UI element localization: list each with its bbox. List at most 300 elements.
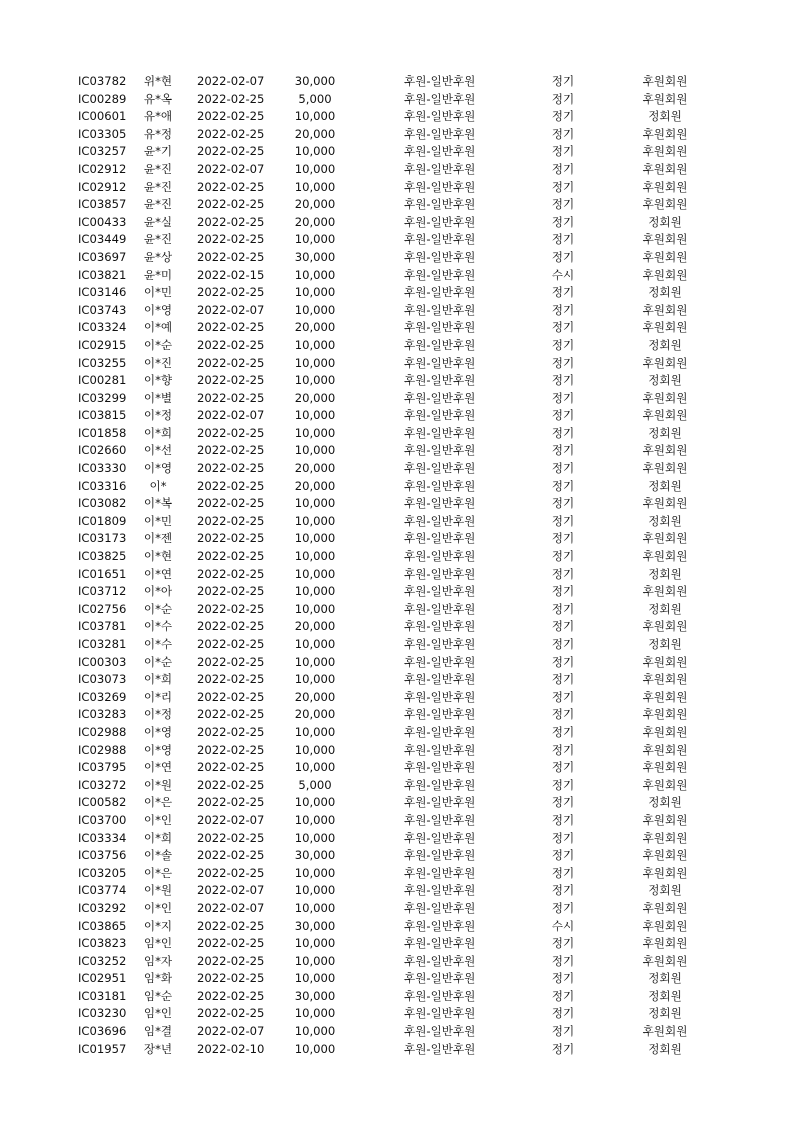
member-type: 후원회원 — [642, 197, 688, 212]
member-type: 정회원 — [648, 637, 682, 651]
donation-date: 2022-02-25 — [197, 637, 265, 651]
donor-id: IC03825 — [78, 549, 127, 564]
donation-amount: 20,000 — [294, 619, 336, 634]
member-type: 후원회원 — [642, 742, 688, 757]
member-type: 후원회원 — [642, 707, 688, 722]
member-type: 후원회원 — [642, 74, 688, 88]
donation-type: 후원-일반후원 — [404, 337, 476, 352]
member-type: 후원회원 — [642, 320, 688, 335]
donation-amount: 10,000 — [294, 425, 336, 440]
donation-amount: 10,000 — [294, 302, 336, 317]
donation-date: 2022-02-25 — [197, 707, 265, 722]
donation-amount: 10,000 — [294, 179, 336, 194]
member-type: 후원회원 — [642, 760, 688, 775]
donation-date: 2022-02-25 — [197, 795, 265, 810]
donation-date: 2022-02-25 — [197, 179, 265, 194]
donor-name: 이*아 — [143, 584, 173, 599]
donation-type: 후원-일반후원 — [404, 707, 476, 722]
donation-amount: 5,000 — [298, 91, 332, 106]
table-row — [0, 460, 810, 478]
donation-amount: 10,000 — [294, 513, 336, 528]
donation-amount: 10,000 — [294, 232, 336, 247]
donation-amount: 10,000 — [294, 531, 336, 546]
member-type: 정회원 — [648, 109, 682, 124]
donation-date: 2022-02-25 — [197, 355, 265, 370]
donation-cycle: 정기 — [551, 672, 575, 687]
table-row — [0, 267, 810, 285]
donation-amount: 10,000 — [294, 584, 336, 599]
donation-type: 후원-일반후원 — [404, 900, 476, 915]
donor-id: IC00281 — [78, 373, 127, 388]
member-type: 정회원 — [648, 337, 682, 352]
table-row — [0, 337, 810, 355]
donor-name: 이*순 — [143, 654, 173, 669]
donation-date: 2022-02-15 — [197, 267, 265, 282]
donor-id: IC03815 — [78, 408, 127, 423]
table-row — [0, 970, 810, 988]
donation-cycle: 정기 — [551, 760, 575, 775]
donor-name: 이*연 — [143, 566, 173, 581]
member-type: 후원회원 — [642, 126, 688, 141]
donation-type: 후원-일반후원 — [404, 672, 476, 687]
donor-name: 이*인 — [143, 900, 173, 915]
donor-id: IC02951 — [78, 971, 127, 986]
donor-name: 이*향 — [143, 373, 173, 388]
donation-amount: 20,000 — [294, 320, 336, 335]
donation-cycle: 정기 — [551, 425, 575, 440]
table-row — [0, 654, 810, 672]
donor-id: IC03230 — [78, 1006, 127, 1021]
donor-name: 이*선 — [143, 443, 173, 458]
donation-amount: 10,000 — [294, 144, 336, 159]
donation-cycle: 정기 — [551, 601, 575, 616]
donation-type: 후원-일반후원 — [404, 689, 476, 704]
donation-date: 2022-02-25 — [197, 513, 265, 528]
member-type: 후원회원 — [642, 689, 688, 704]
donation-date: 2022-02-07 — [197, 1024, 265, 1039]
donor-table — [0, 73, 810, 1058]
donation-amount: 20,000 — [294, 689, 336, 704]
donation-cycle: 정기 — [551, 249, 575, 264]
member-type: 후원회원 — [642, 302, 688, 317]
donation-type: 후원-일반후원 — [404, 971, 476, 986]
donor-name: 이*정 — [143, 707, 173, 722]
table-row — [0, 636, 810, 654]
donation-type: 후원-일반후원 — [404, 830, 476, 845]
table-row — [0, 355, 810, 373]
donor-id: IC03330 — [78, 461, 127, 476]
table-row — [0, 794, 810, 812]
table-row — [0, 478, 810, 496]
table-row — [0, 918, 810, 936]
donor-name: 이*수 — [143, 619, 173, 634]
member-type: 후원회원 — [642, 267, 688, 282]
donor-id: IC03865 — [78, 918, 127, 933]
donation-date: 2022-02-25 — [197, 936, 265, 951]
donation-date: 2022-02-25 — [197, 91, 265, 106]
donation-cycle: 정기 — [551, 126, 575, 141]
member-type: 후원회원 — [642, 865, 688, 880]
donor-name: 임*순 — [143, 988, 173, 1003]
donation-amount: 10,000 — [294, 566, 336, 581]
donation-type: 후원-일반후원 — [404, 267, 476, 282]
donation-type: 후원-일반후원 — [404, 214, 476, 229]
table-row — [0, 742, 810, 760]
table-row — [0, 566, 810, 584]
donation-type: 후원-일반후원 — [404, 74, 476, 88]
table-row — [0, 495, 810, 513]
donation-type: 후원-일반후원 — [404, 848, 476, 863]
member-type: 후원회원 — [642, 355, 688, 370]
donation-type: 후원-일반후원 — [404, 443, 476, 458]
table-row — [0, 548, 810, 566]
donation-amount: 20,000 — [294, 197, 336, 212]
donation-date: 2022-02-25 — [197, 971, 265, 986]
donation-amount: 10,000 — [294, 953, 336, 968]
donation-date: 2022-02-25 — [197, 654, 265, 669]
donation-date: 2022-02-25 — [197, 531, 265, 546]
donor-id: IC03774 — [78, 883, 127, 898]
donor-name: 위*현 — [143, 74, 173, 88]
donation-type: 후원-일반후원 — [404, 566, 476, 581]
donation-date: 2022-02-07 — [197, 302, 265, 317]
member-type: 후원회원 — [642, 953, 688, 968]
table-row — [0, 671, 810, 689]
member-type: 후원회원 — [642, 619, 688, 634]
member-type: 후원회원 — [642, 936, 688, 951]
donation-cycle: 수시 — [551, 918, 575, 933]
donation-amount: 10,000 — [294, 109, 336, 124]
member-type: 후원회원 — [642, 672, 688, 687]
donation-type: 후원-일반후원 — [404, 795, 476, 810]
member-type: 정회원 — [648, 214, 682, 229]
donation-date: 2022-02-25 — [197, 461, 265, 476]
donor-id: IC03281 — [78, 637, 127, 651]
donation-type: 후원-일반후원 — [404, 654, 476, 669]
donation-type: 후원-일반후원 — [404, 109, 476, 124]
donation-amount: 10,000 — [294, 443, 336, 458]
donation-date: 2022-02-25 — [197, 232, 265, 247]
donation-amount: 10,000 — [294, 742, 336, 757]
table-row — [0, 442, 810, 460]
donor-name: 유*옥 — [143, 91, 173, 106]
donation-amount: 20,000 — [294, 390, 336, 405]
donation-cycle: 정기 — [551, 742, 575, 757]
donation-amount: 10,000 — [294, 1041, 336, 1056]
donation-type: 후원-일반후원 — [404, 584, 476, 599]
donation-amount: 10,000 — [294, 936, 336, 951]
table-row — [0, 302, 810, 320]
donor-name: 윤*진 — [143, 232, 173, 247]
donation-type: 후원-일반후원 — [404, 373, 476, 388]
donation-amount: 10,000 — [294, 549, 336, 564]
donor-name: 임*화 — [143, 971, 173, 986]
donor-name: 윤*진 — [143, 179, 173, 194]
member-type: 정회원 — [648, 478, 682, 493]
donor-id: IC02915 — [78, 337, 127, 352]
donation-type: 후원-일반후원 — [404, 408, 476, 423]
donor-id: IC03305 — [78, 126, 127, 141]
donation-cycle: 정기 — [551, 900, 575, 915]
donation-cycle: 정기 — [551, 830, 575, 845]
donor-id: IC01957 — [78, 1041, 127, 1056]
table-row — [0, 618, 810, 636]
donation-date: 2022-02-25 — [197, 249, 265, 264]
member-type: 정회원 — [648, 883, 682, 898]
donation-cycle: 정기 — [551, 408, 575, 423]
member-type: 후원회원 — [642, 91, 688, 106]
donor-name: 이*진 — [143, 355, 173, 370]
donor-name: 이*정 — [143, 408, 173, 423]
donation-date: 2022-02-25 — [197, 742, 265, 757]
donor-id: IC03299 — [78, 390, 127, 405]
table-row — [0, 513, 810, 531]
donor-name: 이*별 — [143, 390, 173, 405]
member-type: 정회원 — [648, 285, 682, 300]
member-type: 후원회원 — [642, 144, 688, 159]
donor-name: 이*연 — [143, 760, 173, 775]
donation-cycle: 정기 — [551, 865, 575, 880]
donation-type: 후원-일반후원 — [404, 883, 476, 898]
donor-name: 이*현 — [143, 549, 173, 564]
table-row — [0, 143, 810, 161]
donor-name: 이*원 — [143, 883, 173, 898]
donation-type: 후원-일반후원 — [404, 126, 476, 141]
donation-cycle: 정기 — [551, 936, 575, 951]
donation-type: 후원-일반후원 — [404, 461, 476, 476]
table-row — [0, 372, 810, 390]
donation-cycle: 정기 — [551, 1006, 575, 1021]
donation-type: 후원-일반후원 — [404, 1006, 476, 1021]
donation-date: 2022-02-07 — [197, 900, 265, 915]
donation-amount: 10,000 — [294, 285, 336, 300]
member-type: 정회원 — [648, 795, 682, 810]
donation-amount: 10,000 — [294, 1006, 336, 1021]
donor-id: IC03173 — [78, 531, 127, 546]
donor-id: IC00601 — [78, 109, 127, 124]
donation-date: 2022-02-25 — [197, 443, 265, 458]
donation-amount: 10,000 — [294, 654, 336, 669]
donation-type: 후원-일반후원 — [404, 390, 476, 405]
table-row — [0, 1023, 810, 1041]
table-row — [0, 249, 810, 267]
donation-type: 후원-일반후원 — [404, 865, 476, 880]
donor-id: IC03712 — [78, 584, 127, 599]
donation-cycle: 정기 — [551, 707, 575, 722]
table-row — [0, 196, 810, 214]
donation-type: 후원-일반후원 — [404, 637, 476, 651]
donation-amount: 10,000 — [294, 672, 336, 687]
donation-date: 2022-02-25 — [197, 830, 265, 845]
table-row — [0, 530, 810, 548]
donation-amount: 10,000 — [294, 1024, 336, 1039]
donation-cycle: 정기 — [551, 179, 575, 194]
donation-amount: 20,000 — [294, 478, 336, 493]
donor-id: IC03073 — [78, 672, 127, 687]
donor-name: 이*순 — [143, 601, 173, 616]
donation-amount: 30,000 — [294, 988, 336, 1003]
donor-name: 이*영 — [143, 302, 173, 317]
donor-name: 이*영 — [143, 724, 173, 739]
donor-id: IC03697 — [78, 249, 127, 264]
donation-amount: 10,000 — [294, 161, 336, 176]
donation-cycle: 정기 — [551, 161, 575, 176]
donation-amount: 30,000 — [294, 918, 336, 933]
table-row — [0, 830, 810, 848]
donation-date: 2022-02-25 — [197, 496, 265, 511]
donor-name: 이*솔 — [143, 848, 173, 863]
donor-name: 윤*상 — [143, 249, 173, 264]
donation-date: 2022-02-25 — [197, 109, 265, 124]
donation-amount: 10,000 — [294, 373, 336, 388]
donation-type: 후원-일반후원 — [404, 619, 476, 634]
donor-name: 이*리 — [143, 689, 173, 704]
donation-type: 후원-일반후원 — [404, 91, 476, 106]
member-type: 후원회원 — [642, 584, 688, 599]
donation-type: 후원-일반후원 — [404, 179, 476, 194]
donor-id: IC02988 — [78, 742, 127, 757]
member-type: 후원회원 — [642, 918, 688, 933]
donor-name: 장*년 — [143, 1041, 173, 1056]
donor-name: 이*영 — [143, 742, 173, 757]
donation-cycle: 정기 — [551, 584, 575, 599]
donation-date: 2022-02-07 — [197, 408, 265, 423]
table-row — [0, 601, 810, 619]
donor-id: IC03181 — [78, 988, 127, 1003]
donation-date: 2022-02-25 — [197, 848, 265, 863]
donor-id: IC03743 — [78, 302, 127, 317]
donation-date: 2022-02-25 — [197, 1006, 265, 1021]
table-row — [0, 777, 810, 795]
donor-id: IC03269 — [78, 689, 127, 704]
donation-cycle: 정기 — [551, 795, 575, 810]
donor-id: IC03857 — [78, 197, 127, 212]
donor-name: 이*희 — [143, 672, 173, 687]
member-type: 후원회원 — [642, 724, 688, 739]
donor-id: IC03781 — [78, 619, 127, 634]
donation-amount: 30,000 — [294, 848, 336, 863]
donor-id: IC02988 — [78, 724, 127, 739]
donation-date: 2022-02-25 — [197, 566, 265, 581]
table-row — [0, 214, 810, 232]
donation-date: 2022-02-07 — [197, 161, 265, 176]
donor-id: IC03334 — [78, 830, 127, 845]
member-type: 후원회원 — [642, 900, 688, 915]
donation-date: 2022-02-25 — [197, 390, 265, 405]
donation-date: 2022-02-07 — [197, 74, 265, 88]
donation-amount: 30,000 — [294, 249, 336, 264]
donation-amount: 10,000 — [294, 337, 336, 352]
donation-cycle: 정기 — [551, 988, 575, 1003]
member-type: 후원회원 — [642, 232, 688, 247]
donation-date: 2022-02-25 — [197, 953, 265, 968]
donation-amount: 10,000 — [294, 795, 336, 810]
donation-date: 2022-02-25 — [197, 214, 265, 229]
donation-amount: 10,000 — [294, 865, 336, 880]
donor-id: IC03255 — [78, 355, 127, 370]
donation-amount: 10,000 — [294, 971, 336, 986]
member-type: 후원회원 — [642, 408, 688, 423]
donation-type: 후원-일반후원 — [404, 531, 476, 546]
table-row — [0, 231, 810, 249]
donation-cycle: 정기 — [551, 689, 575, 704]
donation-amount: 10,000 — [294, 883, 336, 898]
member-type: 후원회원 — [642, 443, 688, 458]
table-row — [0, 935, 810, 953]
member-type: 후원회원 — [642, 777, 688, 792]
donor-id: IC03272 — [78, 777, 127, 792]
donation-date: 2022-02-25 — [197, 337, 265, 352]
donor-id: IC03316 — [78, 478, 127, 493]
donor-id: IC03324 — [78, 320, 127, 335]
donation-cycle: 정기 — [551, 91, 575, 106]
donation-date: 2022-02-25 — [197, 601, 265, 616]
member-type: 후원회원 — [642, 179, 688, 194]
donation-amount: 20,000 — [294, 707, 336, 722]
donation-cycle: 정기 — [551, 109, 575, 124]
donation-type: 후원-일반후원 — [404, 197, 476, 212]
donation-type: 후원-일반후원 — [404, 355, 476, 370]
donor-name: 이*젠 — [143, 531, 173, 546]
donor-id: IC03449 — [78, 232, 127, 247]
donor-id: IC03823 — [78, 936, 127, 951]
donation-cycle: 정기 — [551, 197, 575, 212]
donation-type: 후원-일반후원 — [404, 232, 476, 247]
table-row — [0, 73, 810, 91]
donation-type: 후원-일반후원 — [404, 936, 476, 951]
donor-id: IC02660 — [78, 443, 127, 458]
donor-id: IC03782 — [78, 74, 127, 88]
donor-id: IC00433 — [78, 214, 127, 229]
donor-id: IC03756 — [78, 848, 127, 863]
donation-date: 2022-02-25 — [197, 689, 265, 704]
donation-type: 후원-일반후원 — [404, 812, 476, 827]
member-type: 후원회원 — [642, 654, 688, 669]
donor-name: 임*인 — [143, 936, 173, 951]
donation-cycle: 정기 — [551, 337, 575, 352]
donor-id: IC03146 — [78, 285, 127, 300]
donation-cycle: 정기 — [551, 1041, 575, 1056]
donation-cycle: 정기 — [551, 619, 575, 634]
donation-cycle: 정기 — [551, 953, 575, 968]
donation-cycle: 정기 — [551, 373, 575, 388]
donation-cycle: 정기 — [551, 777, 575, 792]
donation-cycle: 정기 — [551, 355, 575, 370]
donation-type: 후원-일반후원 — [404, 1041, 476, 1056]
member-type: 후원회원 — [642, 531, 688, 546]
table-row — [0, 179, 810, 197]
table-row — [0, 91, 810, 109]
table-row — [0, 724, 810, 742]
donor-name: 이*지 — [143, 918, 173, 933]
donor-id: IC00303 — [78, 654, 127, 669]
donation-cycle: 정기 — [551, 637, 575, 651]
donation-date: 2022-02-25 — [197, 197, 265, 212]
donor-id: IC03257 — [78, 144, 127, 159]
donation-cycle: 정기 — [551, 496, 575, 511]
donation-type: 후원-일반후원 — [404, 988, 476, 1003]
donation-date: 2022-02-25 — [197, 777, 265, 792]
table-row — [0, 407, 810, 425]
donation-amount: 10,000 — [294, 496, 336, 511]
donation-amount: 10,000 — [294, 830, 336, 845]
donor-name: 이* — [149, 478, 167, 493]
donation-type: 후원-일반후원 — [404, 760, 476, 775]
donation-cycle: 정기 — [551, 513, 575, 528]
donor-id: IC03795 — [78, 760, 127, 775]
donor-id: IC03252 — [78, 953, 127, 968]
member-type: 후원회원 — [642, 549, 688, 564]
